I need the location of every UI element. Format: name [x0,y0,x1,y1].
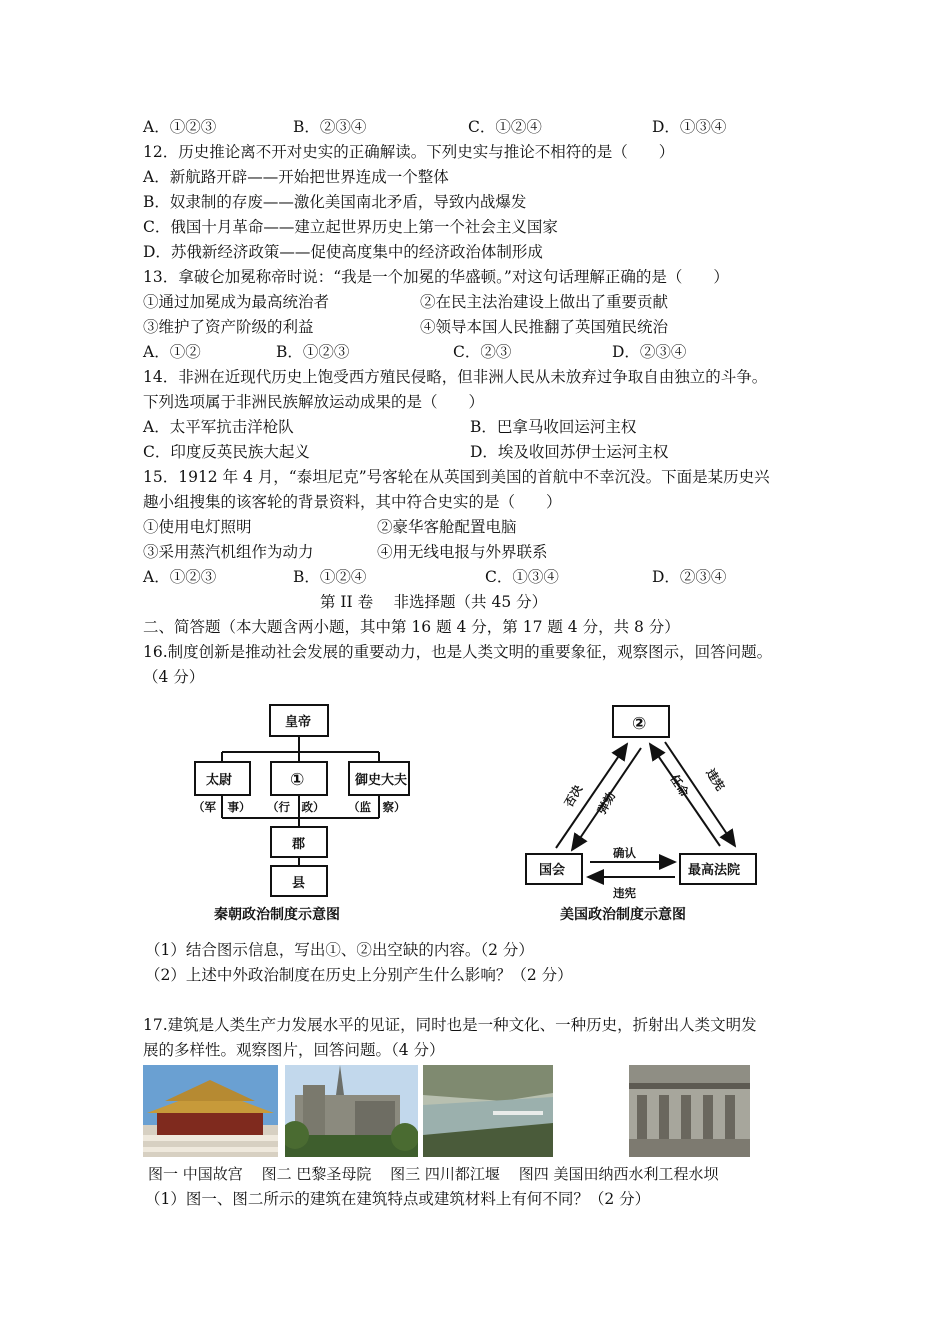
q11-option-a: A．①②③ [143,118,217,136]
q15-item-1: ①使用电灯照明 [143,518,252,536]
us-court-label: 最高法院 [688,863,741,878]
us-blank2-label: ② [632,714,647,734]
caption-2: 图二 巴黎圣母院 [261,1165,372,1183]
caption-3: 图三 四川都江堰 [390,1165,500,1183]
q13-item-3: ③维护了资产阶级的利益 [143,318,314,336]
q17-stem-line1: 17.建筑是人类生产力发展水平的见证，同时也是一种文化、一种历史，折射出人类文明发 [143,1016,757,1034]
q14-option-d: D．埃及收回苏伊士运河主权 [470,443,669,461]
q16-sub-2: （2）上述中外政治制度在历史上分别产生什么影响？（2 分） [145,966,573,984]
qin-jun-label: 郡 [292,837,306,852]
q17-photo-captions [148,1164,732,1184]
q15-item-3: ③采用蒸汽机组作为动力 [143,543,314,561]
photo-notre-dame [285,1065,418,1157]
caption-1: 图一 中国故宫 [148,1165,243,1183]
q15-option-c: C．①③④ [485,568,559,586]
photo-dujiangyan [423,1065,553,1157]
qin-emperor-label: 皇帝 [285,715,312,730]
q16-stem-line1: 16.制度创新是推动社会发展的重要动力，也是人类文明的重要象征，观察图示，回答问题。 [143,643,773,661]
q17-stem-line2: 展的多样性。观察图片，回答问题。（4 分） [143,1041,445,1059]
q13-option-d: D．②③④ [612,343,687,361]
q16-stem-line2: （4 分） [143,668,205,686]
part2-title: 第 II 卷 非选择题（共 45 分） [320,593,548,611]
q14-stem-line2: 下列选项属于非洲民族解放运动成果的是（ ） [143,393,485,411]
q16-sub-1: （1）结合图示信息，写出①、②出空缺的内容。（2 分） [145,941,534,959]
q14-option-c: C．印度反英民族大起义 [143,443,310,461]
q13-option-a: A．①② [143,343,201,361]
q12-stem: 12．历史推论离不开对史实的正确解读。下列史实与推论不相符的是（ ） [143,143,675,161]
qin-caption: 秦朝政治制度示意图 [214,907,340,923]
qin-xingzheng-label: （行 政） [267,800,325,814]
q13-stem: 13．拿破仑加冕称帝时说：“我是一个加冕的华盛顿。”对这句话理解正确的是（ ） [143,268,729,286]
q11-option-d: D．①③④ [652,118,727,136]
qin-blank1-label: ① [290,770,305,790]
q15-option-a: A．①②③ [143,568,217,586]
qin-xian-label: 县 [292,876,306,891]
us-queren-label: 确认 [613,846,636,860]
q11-option-b: B．②③④ [293,118,367,136]
q17-sub-1: （1）图一、图二所示的建筑在建筑特点或建筑材料上有何不同？（2 分） [145,1190,651,1208]
q15-option-d: D．②③④ [652,568,727,586]
us-weixian2-label: 违宪 [613,886,636,900]
us-congress-label: 国会 [539,863,566,878]
us-weixian-label: 违宪 [703,766,728,794]
photo-tva-dam [629,1065,750,1157]
q12-option-b: B．奴隶制的存废——激化美国南北矛盾，导致内战爆发 [143,193,527,211]
q12-option-d: D．苏俄新经济政策——促使高度集中的经济政治体制形成 [143,243,543,261]
q15-item-2: ②豪华客舱配置电脑 [377,518,517,536]
q14-option-b: B．巴拿马收回运河主权 [470,418,637,436]
q11-option-c: C．①②④ [468,118,542,136]
us-foujue-label: 否决 [561,782,586,810]
q12-option-c: C．俄国十月革命——建立起世界历史上第一个社会主义国家 [143,218,558,236]
arrow-executive-to-court [665,742,735,846]
q13-option-b: B．①②③ [276,343,350,361]
q13-item-1: ①通过加冕成为最高统治者 [143,293,330,311]
q12-option-a: A．新航路开辟——开始把世界连成一个整体 [143,168,449,186]
caption-4: 图四 美国田纳西水利工程水坝 [518,1165,719,1183]
q13-item-2: ②在民主法治建设上做出了重要贡献 [420,293,669,311]
qin-jiancha-label: （监 察） [348,800,406,814]
q13-item-4: ④领导本国人民推翻了英国殖民统治 [420,318,669,336]
us-tanhe-label: 弹劾 [594,789,619,817]
qin-yushi-label: 御史大夫 [355,773,408,788]
q14-stem-line1: 14．非洲在近现代历史上饱受西方殖民侵略，但非洲人民从未放弃过争取自由独立的斗争。 [143,368,768,386]
us-renming-label: 任命 [667,772,692,800]
q15-stem-line1: 15．1912 年 4 月，“泰坦尼克”号客轮在从英国到美国的首航中不幸沉没。下面是某历史兴 [143,468,770,486]
section2-heading: 二、简答题（本大题含两小题，其中第 16 题 4 分，第 17 题 4 分，共 8 分） [143,618,680,636]
photo-forbidden-city [143,1065,278,1157]
qin-taiwei-label: 太尉 [206,773,233,788]
q15-option-b: B．①②④ [293,568,367,586]
q15-item-4: ④用无线电报与外界联系 [377,543,548,561]
q14-option-a: A．太平军抗击洋枪队 [143,418,294,436]
qin-junshi-label: （军 事） [193,800,251,814]
q15-stem-line2: 趣小组搜集的该客轮的背景资料，其中符合史实的是（ ） [143,493,562,511]
q13-option-c: C．②③ [453,343,512,361]
us-caption: 美国政治制度示意图 [560,907,686,923]
